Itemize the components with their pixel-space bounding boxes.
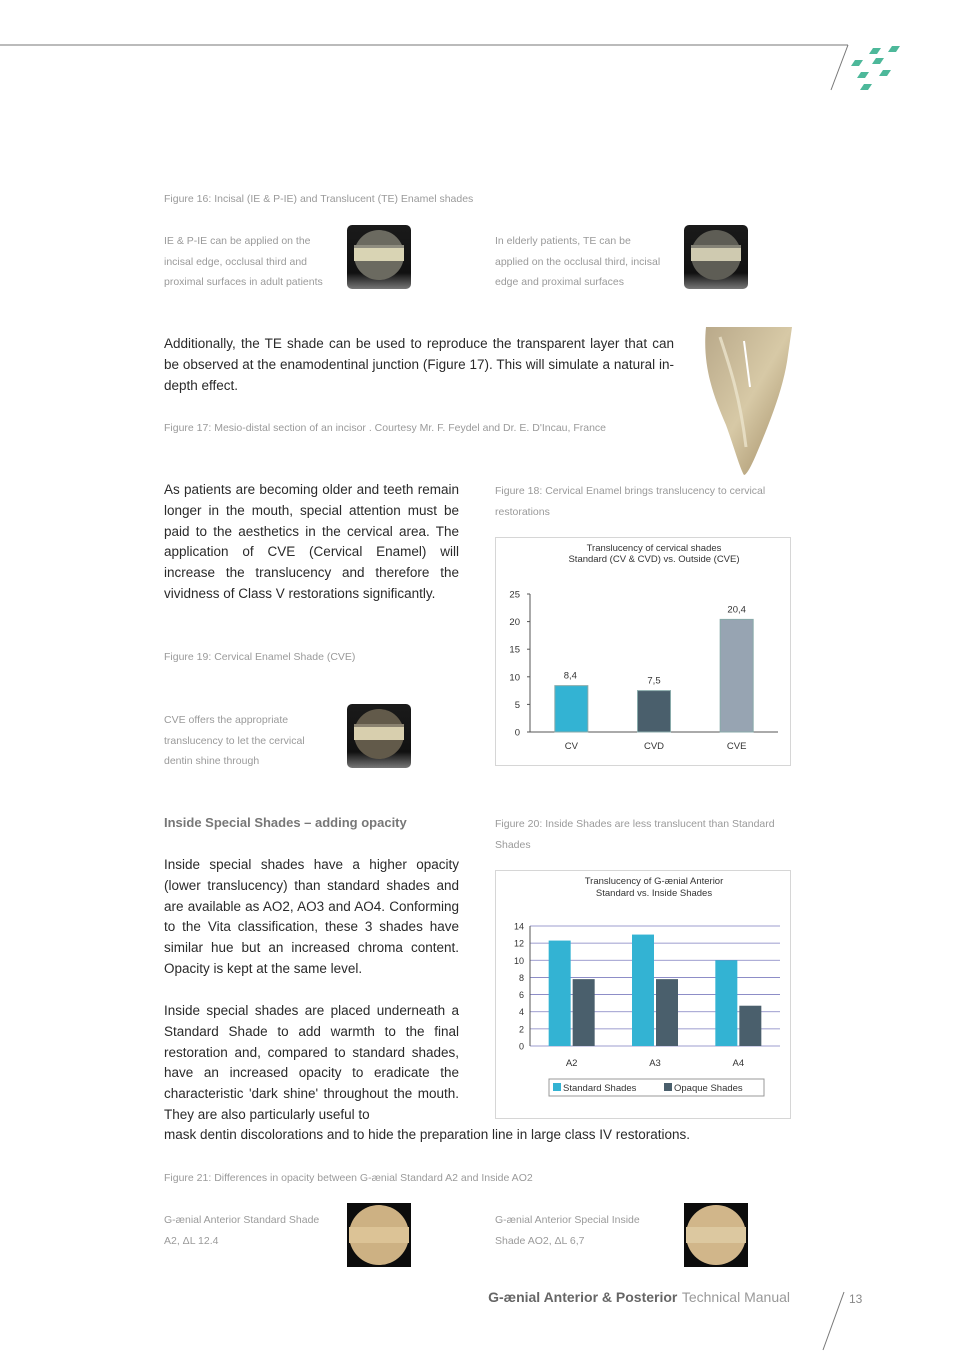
bar-a3-standard [632, 935, 654, 1046]
x-tick-label: CVE [726, 741, 747, 752]
paragraph-inside-2b: mask dentin discolorations and to hide the preparation line in large class IV restorations. [164, 1127, 691, 1142]
y-tick-label: 6 [518, 990, 524, 1001]
y-tick-label: 4 [518, 1007, 524, 1018]
shade-sample-cve [347, 704, 411, 768]
y-tick-label: 15 [509, 644, 520, 656]
chart2-subtitle: Standard vs. Inside Shades [595, 888, 713, 899]
text-line: proximal surfaces in adult patients [164, 276, 323, 288]
paragraph-inside-1: Inside special shades have a higher opacity (lower translucency) than standard shades and are available as AO2, AO3 and AO4. Conforming to the Vita classification, these 3 shades have similar hue but an increased chroma content. Opacity is kept at the same level. [164, 857, 459, 976]
text-line: In elderly patients, TE can be [495, 235, 631, 247]
chart-cervical-translucency [495, 537, 791, 766]
caption-line: Figure 18: Cervical Enamel brings translucency to cervical [495, 485, 766, 497]
x-tick-label: CVD [643, 741, 665, 752]
shade-sample-te [684, 225, 748, 289]
text-line: Shade AO2, ΔL 6,7 [495, 1234, 585, 1247]
y-tick-label: 14 [513, 921, 524, 932]
x-tick-label: A4 [732, 1058, 745, 1069]
figure21-right-text [495, 1210, 680, 1251]
legend-swatch [664, 1083, 672, 1091]
shade-sample-a2 [347, 1203, 411, 1267]
chart1-subtitle: Standard (CV & CVD) vs. Outside (CVE) [568, 554, 740, 565]
y-tick-label: 5 [514, 699, 520, 711]
bar-a2-opaque [573, 979, 595, 1046]
paragraph-cve: As patients are becoming older and teeth remain longer in the mouth, special attention must be paid to the aesthetics in the cervical area. The application of CVE (Cervical Enamel) will increase the translucency and therefore the vividness of Class V restorations significantly. [164, 482, 459, 601]
text-line: translucency to let the cervical [164, 734, 305, 747]
y-tick-label: 25 [509, 589, 520, 601]
text-line: edge and proximal surfaces [495, 276, 624, 288]
x-tick-label: CV [564, 741, 578, 752]
caption-line: Shades [495, 839, 531, 851]
chart1-svg [496, 538, 790, 765]
figure19-text [164, 710, 344, 772]
bar-cv [555, 686, 588, 732]
y-tick-label: 12 [513, 938, 524, 949]
data-label: 20,4 [727, 604, 746, 616]
text-line: G-ænial Anterior Special Inside [495, 1214, 640, 1226]
text-line: applied on the occlusal third, incisal [495, 255, 661, 268]
text-line: G-ænial Anterior Standard Shade [164, 1214, 320, 1226]
figure16-right-text [495, 231, 680, 293]
page-number: 13 [849, 1292, 863, 1306]
paragraph-inside-2a: Inside special shades are placed underneath a Standard Shade to add warmth to the final restoration and, compared to standard shades, have an increased opacity to eradicate the characteristic 'dark shine' throughout the mouth. They are also particularly useful to [164, 1003, 459, 1122]
chart-legend [549, 1079, 764, 1096]
text-line: IE & P-IE can be applied on the [164, 235, 311, 247]
text-line: A2, ΔL 12.4 [164, 1234, 219, 1247]
figure21-left-text [164, 1210, 344, 1251]
figure20-caption [495, 814, 795, 856]
bar-a3-opaque [656, 979, 678, 1046]
y-tick-label: 0 [518, 1041, 524, 1052]
footer-subtitle: Technical Manual [681, 1289, 790, 1305]
text-line: CVE offers the appropriate [164, 714, 289, 726]
bar-a4-opaque [739, 1006, 761, 1046]
incisor-section-image [700, 327, 792, 477]
x-tick-label: A2 [565, 1058, 578, 1069]
bar-a2-standard [549, 941, 571, 1046]
chart2-title: Translucency of G-ænial Anterior [584, 876, 724, 887]
figure18-caption [495, 481, 795, 523]
chart-inside-vs-standard [495, 870, 791, 1119]
data-label: 7,5 [647, 675, 661, 687]
bar-cve [720, 619, 753, 732]
caption-line: Figure 20: Inside Shades are less translucent than Standard [495, 818, 775, 830]
data-label: 8,4 [563, 670, 577, 682]
legend-label: Opaque Shades [674, 1083, 743, 1094]
y-tick-label: 2 [518, 1024, 524, 1035]
paragraph-te: Additionally, the TE shade can be used to reproduce the transparent layer that can be observed at the enamodentinal junction (Figure 17). This will simulate a natural in-depth effect. [164, 336, 674, 393]
section-heading: Inside Special Shades – adding opacity [164, 815, 407, 830]
figure19-caption: Figure 19: Cervical Enamel Shade (CVE) [164, 651, 356, 663]
text-line: dentin shine through [164, 755, 260, 767]
chart1-title: Translucency of cervical shades [586, 543, 722, 554]
figure21-caption: Figure 21: Differences in opacity between G-ænial Standard A2 and Inside AO2 [164, 1172, 533, 1184]
figure17-caption: Figure 17: Mesio-distal section of an incisor . Courtesy Mr. F. Feydel and Dr. E. D'Incau, France [164, 422, 607, 434]
chart2-svg [496, 871, 790, 1118]
figure16-left-text [164, 231, 344, 293]
bar-cvd [638, 691, 671, 732]
y-tick-label: 8 [518, 972, 524, 983]
text-line: incisal edge, occlusal third and [164, 255, 308, 268]
header-rule [0, 0, 954, 100]
footer-title-block [440, 1289, 790, 1307]
y-tick-label: 20 [509, 617, 520, 629]
figure16-caption: Figure 16: Incisal (IE & P-IE) and Translucent (TE) Enamel shades [164, 193, 474, 205]
y-tick-label: 0 [514, 727, 520, 739]
brand-logo-icon [851, 46, 900, 90]
footer-title: G-ænial Anterior & Posterior [488, 1289, 678, 1305]
legend-label: Standard Shades [563, 1083, 637, 1094]
shade-sample-ao2 [684, 1203, 748, 1267]
caption-line: restorations [495, 506, 550, 518]
shade-sample-ie [347, 225, 411, 289]
bar-a4-standard [715, 960, 737, 1046]
x-tick-label: A3 [649, 1058, 661, 1069]
y-tick-label: 10 [513, 955, 524, 966]
y-tick-label: 10 [509, 672, 520, 684]
legend-swatch [553, 1083, 561, 1091]
